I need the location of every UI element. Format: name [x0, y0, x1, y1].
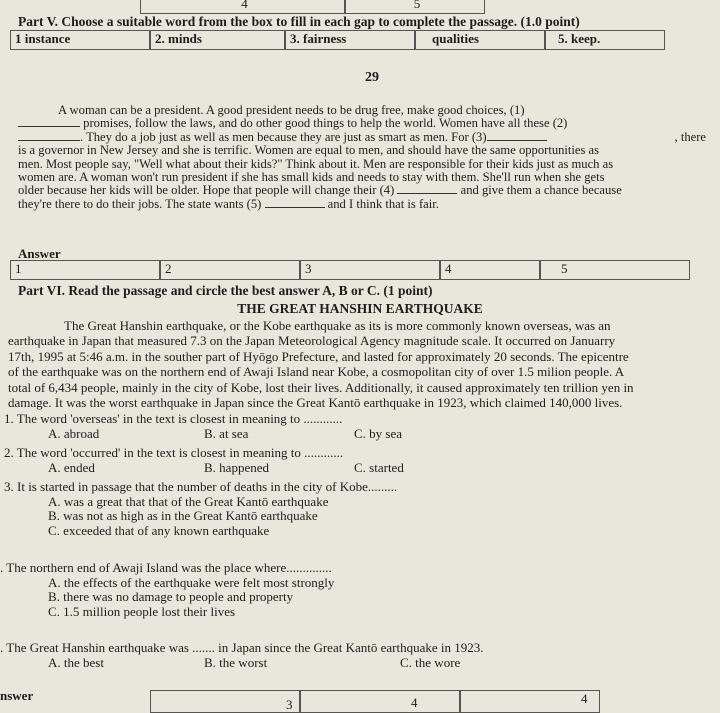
part5-answer-label: Answer	[18, 246, 61, 261]
top-answer-cell-5: 5	[345, 0, 485, 14]
gap-5[interactable]	[265, 207, 325, 208]
question-5: . The Great Hanshin earthquake was ....... in Japan since the Great Kantō earthquake in 1923. A. the best B. the worst C. the wore	[0, 640, 484, 670]
option-a[interactable]: A. the effects of the earthquake were felt most strongly	[48, 574, 335, 590]
word-box-item: 5. keep.	[545, 30, 665, 50]
option-b[interactable]: B. the worst	[204, 654, 268, 670]
question-4: . The northern end of Awaji Island was the place where.............. A. the effects of the earthquake were felt most strongly B. there was no damage to people and property C. 1.5 million people lost their lives	[0, 561, 714, 619]
option-b[interactable]: B. at sea	[204, 425, 249, 441]
answer-cell[interactable]: 4	[300, 690, 460, 713]
word-box-item: 1 instance	[10, 30, 150, 50]
top-answer-row	[140, 0, 485, 14]
answer-cell[interactable]: 2	[160, 260, 300, 280]
gap-1[interactable]	[18, 126, 80, 127]
top-answer-cell-4: 4	[140, 0, 345, 14]
answer-cell[interactable]: 4	[460, 690, 600, 713]
part6-answer-row	[150, 690, 600, 713]
part5-answer-row	[10, 260, 690, 280]
word-box-item: 3. fairness	[285, 30, 415, 50]
part5-passage: A woman can be a president. A good president needs to be drug free, make good choices, (1) promises, follow the laws, and do other good things to help the world. Women have all these (2) . They do a job just as well as men because they are just as smart as men. For (3) , there is a governor in New Jersey and she is terrific. Women are equal to men, and should have the same opportunities as men. Most people say, "Well what about their kids?" Think about it. Men are responsible for their kids just as much as women are. A woman won't run president if she has small kids and needs to stay with them. She'll run when she gets older because her kids will be older. Hope that people will change their (4) and give them a chance because they're there to do their jobs. The state wants (5) and I think that is fair.	[18, 103, 706, 211]
option-c[interactable]: C. by sea	[354, 425, 403, 441]
word-box-item: 2. minds	[150, 30, 285, 50]
gap-3[interactable]	[487, 140, 547, 141]
word-box-item: qualities	[415, 30, 545, 50]
word-box	[10, 30, 665, 50]
gap-2[interactable]	[18, 140, 80, 141]
option-c[interactable]: C. the wore	[400, 654, 461, 670]
answer-cell[interactable]: 5	[540, 260, 690, 280]
question-1: 1. The word 'overseas' in the text is closest in meaning to ............ A. abroad B. at sea C. by sea	[4, 411, 403, 441]
option-a[interactable]: A. ended	[48, 459, 95, 475]
answer-cell[interactable]: 4	[440, 260, 540, 280]
option-b[interactable]: B. happened	[204, 459, 269, 475]
answer-cell[interactable]: 1	[10, 260, 160, 280]
part6-answer-label: nswer	[0, 688, 34, 703]
question-3: 3. It is started in passage that the number of deaths in the city of Kobe......... A. was a great that that of the Great Kantō earthquake B. was not as high as in the Great Kantō earthquake C. exceeded that of any known earthquake	[4, 480, 714, 538]
part6-title: Part VI. Read the passage and circle the best answer A, B or C. (1 point)	[18, 283, 433, 298]
option-a[interactable]: A. the best	[48, 654, 104, 670]
option-b[interactable]: B. there was no damage to people and property	[48, 589, 294, 604]
page-number: 29	[365, 70, 379, 85]
part5-title: Part V. Choose a suitable word from the box to fill in each gap to complete the passage. (1.0 point)	[18, 14, 580, 29]
part6-passage: The Great Hanshin earthquake, or the Kobe earthquake as its is more commonly known overseas, was an earthquake in Japan that measured 7.3 on the Japan Meteorological Agency magnitude scale. It occurred on Januarry 17th, 1995 at 5:46 a.m. in the souther part of Hyōgo Prefecture, and lasted for approximately 20 seconds. The epicentre of the earthquake was on the northern end of Awaji Island near Kobe, a cosmopolitan city of over 1.5 milion people. A total of 6,434 people, mainly in the city of Kobe, lost their lives. Additionally, it caused approximately ten trillion yen in damage. It was the worst earthquake in Japan since the Great Kantō earthquake in 1923, which claimed 140,000 lives.	[8, 318, 634, 411]
question-2: 2. The word 'occurred' in the text is closest in meaning to ............ A. ended B. happened C. started	[4, 445, 404, 475]
option-a[interactable]: A. was a great that that of the Great Kantō earthquake	[48, 493, 329, 509]
passage-title: THE GREAT HANSHIN EARTHQUAKE	[237, 301, 483, 316]
option-c[interactable]: C. 1.5 million people lost their lives	[48, 603, 236, 619]
option-a[interactable]: A. abroad	[48, 425, 100, 441]
gap-4[interactable]	[397, 193, 457, 194]
option-b[interactable]: B. was not as high as in the Great Kantō earthquake	[48, 508, 318, 523]
option-c[interactable]: C. exceeded that of any known earthquake	[48, 522, 270, 538]
answer-cell[interactable]: 3	[300, 260, 440, 280]
option-c[interactable]: C. started	[354, 459, 404, 475]
answer-cell[interactable]: 3	[150, 690, 300, 713]
